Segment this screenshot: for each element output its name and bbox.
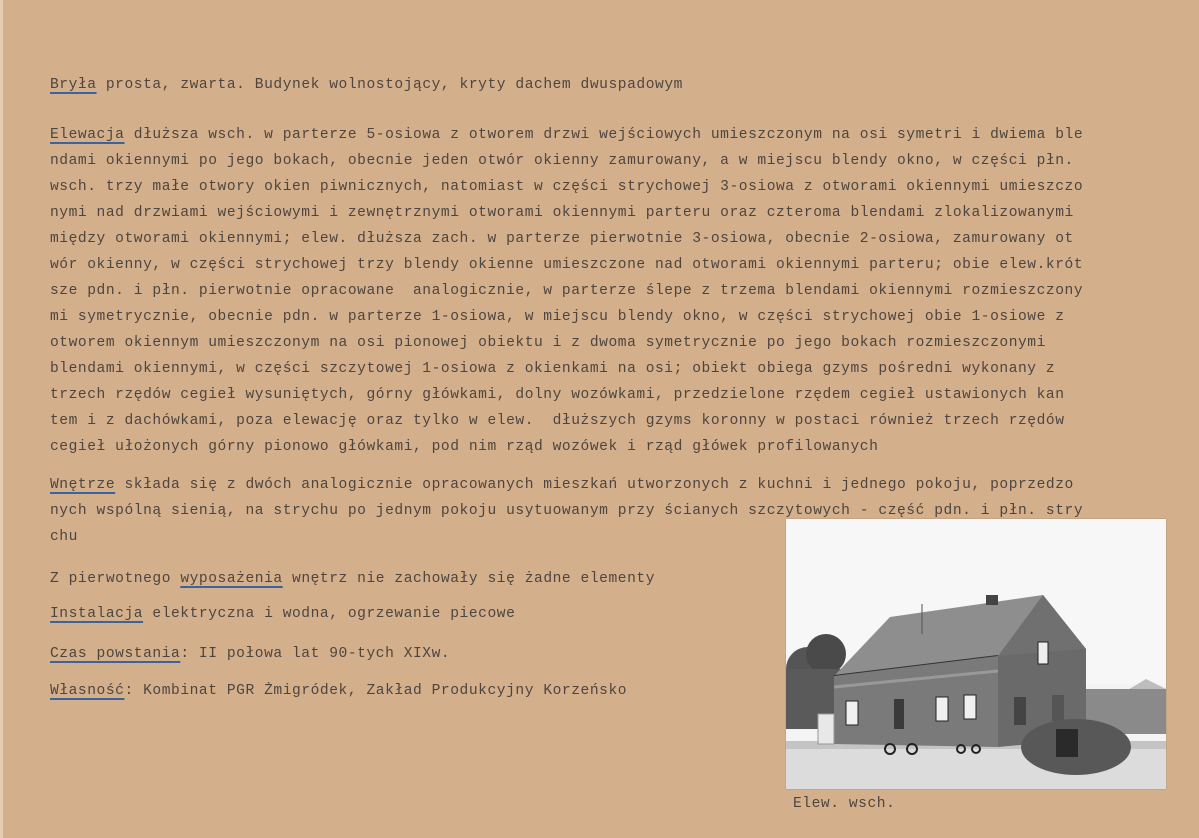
wlasnosc-label: Własność [50,683,125,699]
elewacja-line: wór okienny, w części strychowej trzy blendy okienne umieszczone nad otworami okiennymi parteru; obie elew.krót [50,257,1084,273]
instalacja-label: Instalacja [50,606,144,622]
wyposazenie-line [50,570,655,588]
wlasnosc-line [50,682,627,700]
building-photo [786,519,1166,789]
elewacja-line: sze pdn. i płn. pierwotnie opracowane analogicznie, w parterze ślepe z trzema blendami okiennymi rozmieszczony [50,283,1084,299]
heading-label: Bryła [50,77,97,93]
wyposazenie-pre: Z pierwotnego [50,571,181,587]
wnetrze-label: Wnętrze [50,477,116,493]
instalacja-text: elektryczna i wodna, ogrzewanie piecowe [143,606,516,622]
elewacja-line: cegieł ułożonych górny pionowo główkami, pod nim rząd wozówek i rząd główek profilowanych [50,439,879,455]
heading-line [50,76,683,94]
elewacja-line: ndami okiennymi po jego bokach, obecnie jeden otwór okienny zamurowany, a w miejscu blendy okno, w części płn. [50,153,1074,169]
wyposazenie-text: wnętrz nie zachowały się żadne elementy [282,571,656,587]
elewacja-line: wsch. trzy małe otwory okien piwnicznych, natomiast w części strychowej 3-osiowa z otworami okiennymi umieszczo [50,179,1084,195]
wlasnosc-text: : Kombinat PGR Żmigródek, Zakład Produkcyjny Korzeńsko [124,683,628,699]
czas-text: : II połowa lat 90-tych XIXw. [180,646,451,662]
instalacja-line [50,605,515,623]
elewacja-line: blendami okiennymi, w części szczytowej 1-osiowa z okienkami na osi; obiekt obiega gzyms pośredni wykonany z [50,361,1056,377]
czas-label: Czas powstania [50,646,181,662]
czas-line [50,645,450,663]
elewacja-line: trzech rzędów cegieł wysuniętych, górny główkami, dolny wozówkami, przedzielone rzędem cegieł ustawionych kan [50,387,1065,403]
wnetrze-line: nych wspólną sienią, na strychu po jednym pokoju usytuowanym przy ścianych szczytowych - część pdn. i płn. stry [50,503,1084,519]
building-photo-image [786,519,1166,789]
elewacja-line: dłuższa wsch. w parterze 5-osiowa z otworem drzwi wejściowych umieszczonym na osi symetri i dwiema ble [124,127,1084,143]
photo-caption: Elew. wsch. [793,796,896,812]
elewacja-line: nymi nad drzwiami wejściowymi i zewnętrznymi otworami okiennymi parteru oraz czteroma blendami zlokalizowanymi [50,205,1074,221]
heading-text: prosta, zwarta. Budynek wolnostojący, kryty dachem dwuspadowym [96,77,683,93]
elewacja-line: między otworami okiennymi; elew. dłuższa zach. w parterze pierwotnie 3-osiowa, obecnie 2-osiowa, zamurowany ot [50,231,1074,247]
elewacja-line: otworem okiennym umieszczonym na osi pionowej obiektu i z dwoma symetrycznie po jego bokach rozmieszczonymi [50,335,1046,351]
wnetrze-line: chu [50,529,78,545]
elewacja-line: tem i z dachówkami, poza elewację oraz tylko w elew. dłuższych gzyms koronny w postaci również trzech rzędów [50,413,1065,429]
wnetrze-line: składa się z dwóch analogicznie opracowanych mieszkań utworzonych z kuchni i jednego pokoju, poprzedzo [115,477,1074,493]
elewacja-label: Elewacja [50,127,125,143]
elewacja-line: mi symetrycznie, obecnie pdn. w parterze 1-osiowa, w miejscu blendy okno, w części strychowej obie 1-osiowe z [50,309,1065,325]
wyposazenie-label: wyposażenia [180,571,283,587]
